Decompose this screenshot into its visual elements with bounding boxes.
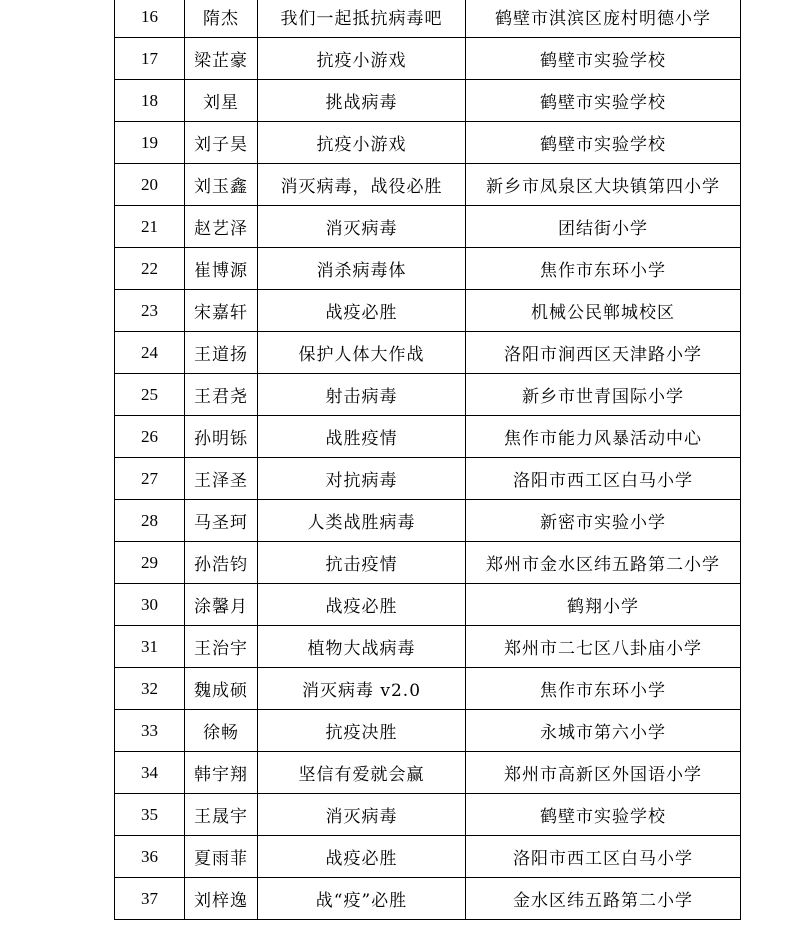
row-number-cell: 27 xyxy=(115,458,185,500)
student-name-cell: 刘星 xyxy=(185,80,258,122)
student-name-cell: 孙明铄 xyxy=(185,416,258,458)
table-row xyxy=(115,248,741,290)
table-row xyxy=(115,374,741,416)
row-number-cell: 31 xyxy=(115,626,185,668)
school-cell: 金水区纬五路第二小学 xyxy=(466,878,741,920)
table-row xyxy=(115,500,741,542)
student-name-cell: 孙浩钧 xyxy=(185,542,258,584)
row-number-cell: 25 xyxy=(115,374,185,416)
row-number-cell: 23 xyxy=(115,290,185,332)
school-cell: 新乡市世青国际小学 xyxy=(466,374,741,416)
row-number-cell: 37 xyxy=(115,878,185,920)
school-cell: 焦作市能力风暴活动中心 xyxy=(466,416,741,458)
work-title-cell: 人类战胜病毒 xyxy=(258,500,466,542)
student-name-cell: 王泽圣 xyxy=(185,458,258,500)
work-title-cell: 射击病毒 xyxy=(258,374,466,416)
student-name-cell: 魏成硕 xyxy=(185,668,258,710)
work-title-cell: 消灭病毒，战役必胜 xyxy=(258,164,466,206)
row-number-cell: 22 xyxy=(115,248,185,290)
school-cell: 鹤翔小学 xyxy=(466,584,741,626)
school-cell: 新乡市凤泉区大块镇第四小学 xyxy=(466,164,741,206)
work-title-cell: 挑战病毒 xyxy=(258,80,466,122)
table-row xyxy=(115,752,741,794)
school-cell: 新密市实验小学 xyxy=(466,500,741,542)
school-cell: 鹤壁市实验学校 xyxy=(466,794,741,836)
table-row xyxy=(115,164,741,206)
row-number-cell: 18 xyxy=(115,80,185,122)
school-cell: 机械公民郸城校区 xyxy=(466,290,741,332)
school-cell: 洛阳市西工区白马小学 xyxy=(466,458,741,500)
work-title-cell: 抗疫小游戏 xyxy=(258,122,466,164)
student-name-cell: 崔博源 xyxy=(185,248,258,290)
results-table-body xyxy=(115,0,741,920)
row-number-cell: 36 xyxy=(115,836,185,878)
student-name-cell: 宋嘉轩 xyxy=(185,290,258,332)
student-name-cell: 隋杰 xyxy=(185,0,258,38)
work-title-cell: 抗疫小游戏 xyxy=(258,38,466,80)
table-row xyxy=(115,668,741,710)
student-name-cell: 王晟宇 xyxy=(185,794,258,836)
work-title-cell: 坚信有爱就会赢 xyxy=(258,752,466,794)
work-title-cell: 抗疫决胜 xyxy=(258,710,466,752)
row-number-cell: 28 xyxy=(115,500,185,542)
student-name-cell: 王道扬 xyxy=(185,332,258,374)
table-row xyxy=(115,206,741,248)
work-title-cell: 植物大战病毒 xyxy=(258,626,466,668)
school-cell: 郑州市金水区纬五路第二小学 xyxy=(466,542,741,584)
student-name-cell: 王君尧 xyxy=(185,374,258,416)
student-name-cell: 王治宇 xyxy=(185,626,258,668)
row-number-cell: 19 xyxy=(115,122,185,164)
work-title-cell: 消灭病毒 xyxy=(258,206,466,248)
table-row xyxy=(115,626,741,668)
work-title-cell: 战疫必胜 xyxy=(258,584,466,626)
table-row xyxy=(115,710,741,752)
row-number-cell: 34 xyxy=(115,752,185,794)
row-number-cell: 17 xyxy=(115,38,185,80)
school-cell: 洛阳市西工区白马小学 xyxy=(466,836,741,878)
table-row xyxy=(115,0,741,38)
student-name-cell: 刘子昊 xyxy=(185,122,258,164)
student-name-cell: 徐畅 xyxy=(185,710,258,752)
row-number-cell: 35 xyxy=(115,794,185,836)
row-number-cell: 21 xyxy=(115,206,185,248)
work-title-cell: 战疫必胜 xyxy=(258,290,466,332)
row-number-cell: 30 xyxy=(115,584,185,626)
row-number-cell: 32 xyxy=(115,668,185,710)
school-cell: 鹤壁市实验学校 xyxy=(466,122,741,164)
student-name-cell: 刘梓逸 xyxy=(185,878,258,920)
table-row xyxy=(115,290,741,332)
student-name-cell: 夏雨菲 xyxy=(185,836,258,878)
student-name-cell: 韩宇翔 xyxy=(185,752,258,794)
work-title-cell: 对抗病毒 xyxy=(258,458,466,500)
results-table-container xyxy=(114,0,741,920)
row-number-cell: 24 xyxy=(115,332,185,374)
student-name-cell: 马圣珂 xyxy=(185,500,258,542)
work-title-cell: 消灭病毒 xyxy=(258,794,466,836)
table-row xyxy=(115,542,741,584)
results-table xyxy=(114,0,741,920)
row-number-cell: 20 xyxy=(115,164,185,206)
school-cell: 鹤壁市实验学校 xyxy=(466,38,741,80)
school-cell: 郑州市二七区八卦庙小学 xyxy=(466,626,741,668)
table-row xyxy=(115,794,741,836)
work-title-cell: 保护人体大作战 xyxy=(258,332,466,374)
row-number-cell: 33 xyxy=(115,710,185,752)
table-row xyxy=(115,584,741,626)
school-cell: 鹤壁市淇滨区庞村明德小学 xyxy=(466,0,741,38)
row-number-cell: 26 xyxy=(115,416,185,458)
work-title-cell: 战疫必胜 xyxy=(258,836,466,878)
school-cell: 洛阳市涧西区天津路小学 xyxy=(466,332,741,374)
student-name-cell: 刘玉鑫 xyxy=(185,164,258,206)
student-name-cell: 涂馨月 xyxy=(185,584,258,626)
table-row xyxy=(115,836,741,878)
school-cell: 永城市第六小学 xyxy=(466,710,741,752)
school-cell: 郑州市高新区外国语小学 xyxy=(466,752,741,794)
school-cell: 鹤壁市实验学校 xyxy=(466,80,741,122)
row-number-cell: 16 xyxy=(115,0,185,38)
school-cell: 焦作市东环小学 xyxy=(466,248,741,290)
school-cell: 团结街小学 xyxy=(466,206,741,248)
work-title-cell: 抗击疫情 xyxy=(258,542,466,584)
table-row xyxy=(115,38,741,80)
work-title-cell: 我们一起抵抗病毒吧 xyxy=(258,0,466,38)
work-title-cell: 战胜疫情 xyxy=(258,416,466,458)
work-title-cell: 消杀病毒体 xyxy=(258,248,466,290)
table-row xyxy=(115,332,741,374)
work-title-cell: 战“疫”必胜 xyxy=(258,878,466,920)
table-row xyxy=(115,416,741,458)
school-cell: 焦作市东环小学 xyxy=(466,668,741,710)
table-row xyxy=(115,878,741,920)
table-row xyxy=(115,80,741,122)
row-number-cell: 29 xyxy=(115,542,185,584)
table-row xyxy=(115,458,741,500)
work-title-cell: 消灭病毒 v2.0 xyxy=(258,668,466,710)
student-name-cell: 赵艺泽 xyxy=(185,206,258,248)
table-row xyxy=(115,122,741,164)
student-name-cell: 梁芷豪 xyxy=(185,38,258,80)
